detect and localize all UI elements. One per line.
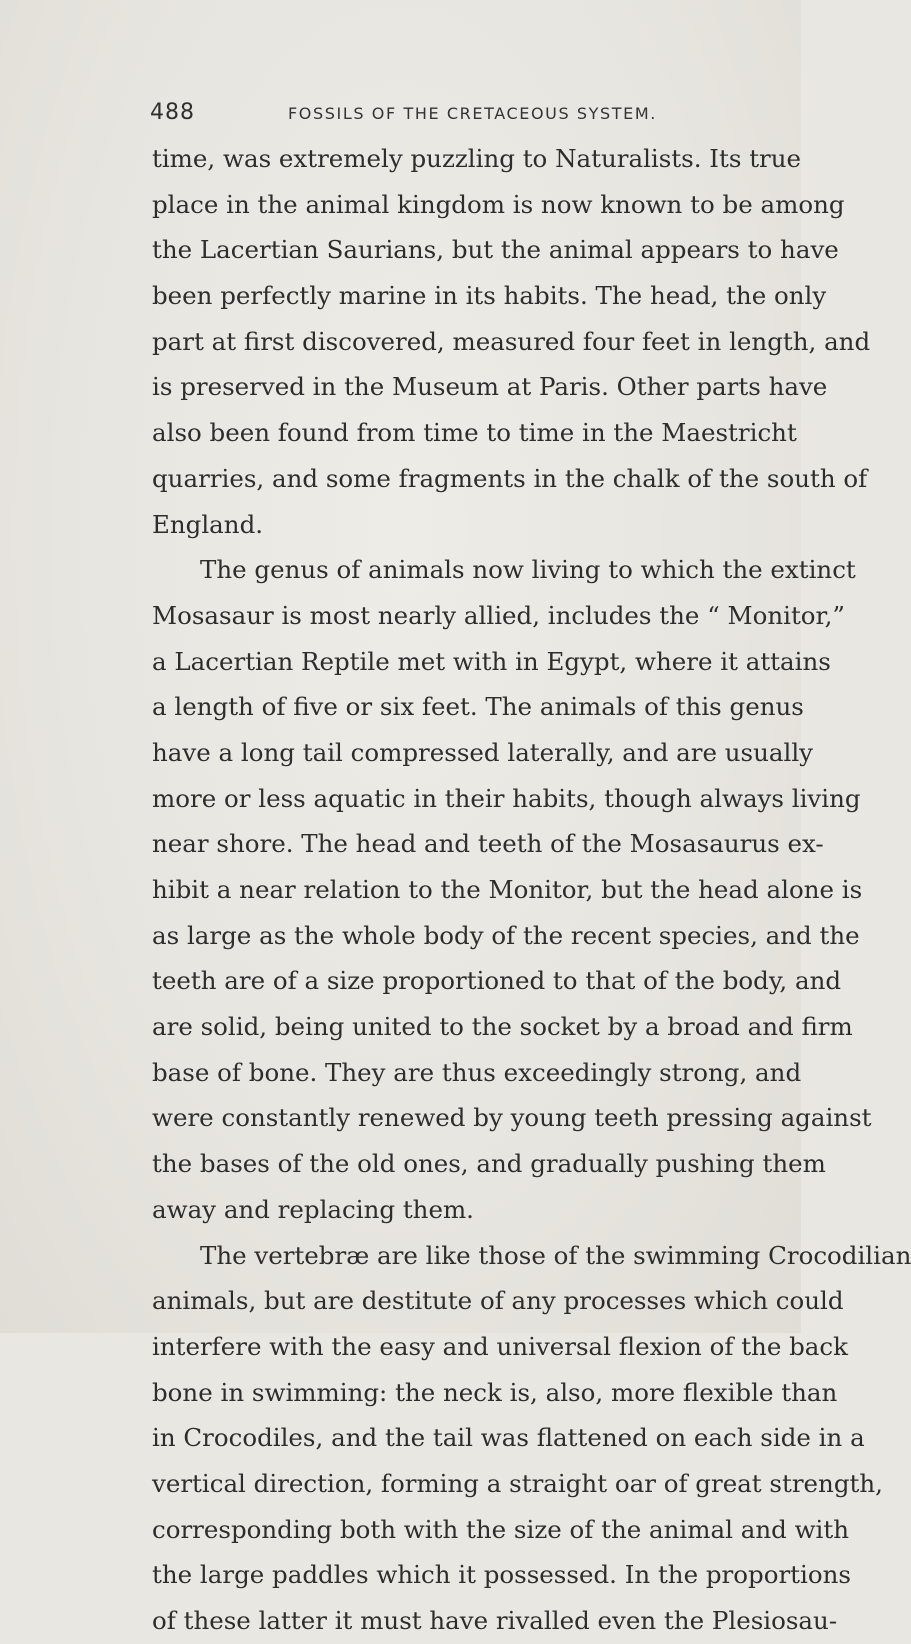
text-line: near shore. The head and teeth of the Mosasaurus ex- <box>152 829 824 859</box>
text-line: also been found from time to time in the Maestricht <box>152 418 797 448</box>
text-line: been perfectly marine in its habits. The head, the only <box>152 281 827 311</box>
text-line: England. <box>152 509 264 539</box>
text-line: is preserved in the Museum at Paris. Other parts have <box>152 372 828 402</box>
text-line: as large as the whole body of the recent species, and the <box>152 920 860 950</box>
text-line: away and replacing them. <box>152 1194 474 1224</box>
text-line: vertical direction, forming a straight oar of great strength, <box>152 1468 883 1498</box>
text-line: bone in swimming: the neck is, also, more flexible than <box>152 1377 838 1407</box>
text-line: teeth are of a size proportioned to that of the body, and <box>152 966 842 996</box>
text-line: animals, but are destitute of any processes which could <box>152 1286 844 1316</box>
page-header <box>150 100 780 140</box>
text-line: of these latter it must have rivalled even the Plesiosau- <box>152 1606 838 1635</box>
text-line: are solid, being united to the socket by a broad and firm <box>152 1012 853 1042</box>
text-line: the bases of the old ones, and gradually pushing them <box>152 1149 826 1179</box>
text-line: a Lacertian Reptile met with in Egypt, where it attains <box>152 646 831 676</box>
text-line: quarries, and some fragments in the chalk of the south of <box>152 463 868 493</box>
paragraph-start-line: The genus of animals now living to which the extinct <box>200 555 856 585</box>
text-line: in Crocodiles, and the tail was flattened on each side in a <box>152 1423 865 1453</box>
text-line: Mosasaur is most nearly allied, includes the “ Monitor,” <box>152 600 845 630</box>
text-line: base of bone. They are thus exceedingly strong, and <box>152 1057 802 1087</box>
text-line: the Lacertian Saurians, but the animal appears to have <box>152 235 839 265</box>
text-line: more or less aquatic in their habits, though always living <box>152 783 861 813</box>
page-number: 488 <box>150 100 195 125</box>
text-line: have a long tail compressed laterally, and are usually <box>152 737 814 767</box>
text-line: interfere with the easy and universal flexion of the back <box>152 1331 848 1361</box>
text-line: place in the animal kingdom is now known to be among <box>152 189 845 219</box>
text-line: hibit a near relation to the Monitor, but the head alone is <box>152 875 863 904</box>
text-line: the large paddles which it possessed. In the proportions <box>152 1560 851 1590</box>
text-line: a length of five or six feet. The animals of this genus <box>152 692 804 722</box>
text-line: part at first discovered, measured four feet in length, and <box>152 326 871 356</box>
text-line: were constantly renewed by young teeth pressing against <box>152 1103 872 1133</box>
text-line: time, was extremely puzzling to Naturalists. Its true <box>152 144 802 173</box>
running-title: FOSSILS OF THE CRETACEOUS SYSTEM. <box>288 104 657 123</box>
paragraph-start-line: The vertebræ are like those of the swimming Crocodilian <box>200 1240 911 1270</box>
body-text <box>152 136 911 1644</box>
text-line: corresponding both with the size of the animal and with <box>152 1514 850 1544</box>
